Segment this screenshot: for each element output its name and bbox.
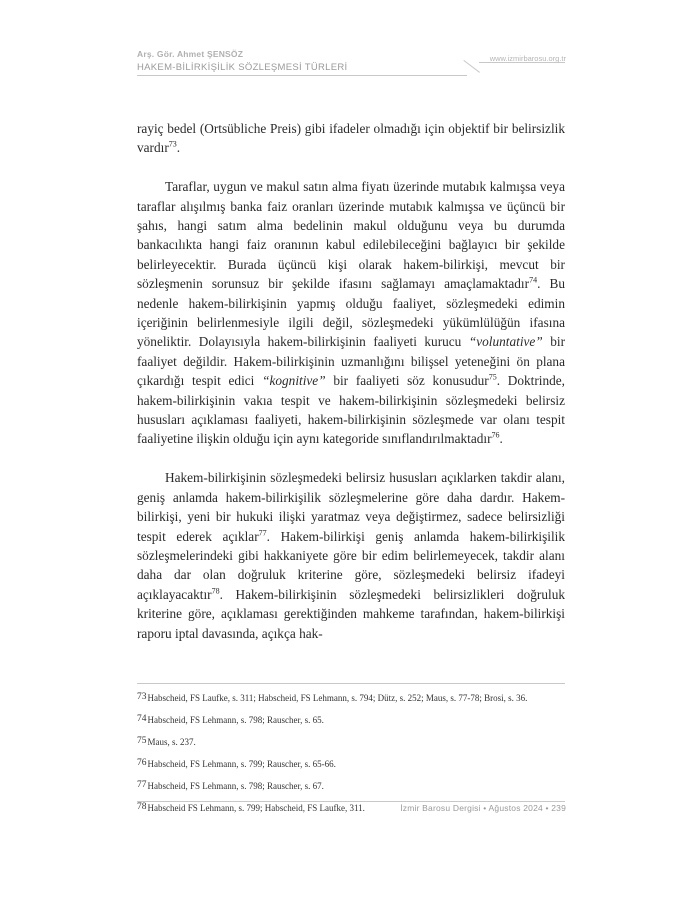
footnote-ref: 76 [491,431,500,441]
footnote-text: Habscheid, FS Lehmann, s. 799; Rauscher, s. 65-66. [147,759,336,769]
footnote-ref: 77 [258,528,267,538]
footnote-number: 76 [137,758,147,768]
paragraph-text: Taraflar, uygun ve makul satın alma fiyatı üzerinde mutabık kalmışsa veya taraflar alışılmış banka faiz oranları üzerinde mutabık kalmışsa ve üçüncü bir şahıs, hangi satım alma bedelinin makul olduğunu veya bu durumda bankacılıkta hangi faiz oranının kabul edilebileceğini bağlayıcı bir şekilde belirleyecektir. Burada üçüncü kişi olarak hakem-bilirkişi, mevcut bir sözleşmenin sorunsuz bir şekilde ifasını sağlamayı amaçlamaktadır [137,179,565,292]
header-divider [137,75,467,76]
paragraph-gap [137,158,565,177]
footnote-text: Habscheid, FS Lehmann, s. 798; Rauscher, s. 67. [147,781,324,791]
footnote-text: Maus, s. 237. [147,737,196,747]
footnote-number: 73 [137,692,147,702]
footnote [137,753,565,775]
paragraph-text: . Hakem-bilirkişi geniş anlamda hakem-bilirkişilik sözleşmelerindeki gibi hakkaniyete göre bir edim belirlemeyecek, takdir alanı daha dar olan doğruluk kriterine göre, sözleşmedeki belirsiz ifadeyi açıklayacaktır [137,528,565,602]
paragraph-gap [137,449,565,468]
paragraph-2 [137,177,565,449]
footnote [137,775,565,797]
footnote-ref: 78 [211,586,220,596]
paragraph-text: bir faaliyet değildir. Hakem-bilirkişinin uzmanlığını bilişsel yeteneğini ön plana çıkardığı tespit edici [137,334,565,389]
footnote-number: 77 [137,780,147,790]
footnote-ref: 75 [488,372,497,382]
paragraph-3 [137,468,565,643]
footnote-number: 78 [137,802,147,812]
footnote-ref: 73 [168,139,177,149]
footnote-divider [137,683,565,684]
italic-term: “voluntative” [468,334,543,350]
footnote-number: 75 [137,736,147,746]
paragraph-text: Hakem-bilirkişinin sözleşmedeki belirsiz hususları açıklarken takdir alanı, geniş anlamda hakem-bilirkişilik sözleşmelerine göre daha dardır. Hakem-bilirkişi, yeni bir hukuki ilişki yaratmaz veya değiştirmez, sadece belirsizliği tespit ederek açıklar [137,470,565,544]
header-title: HAKEM-BİLİRKİŞİLİK SÖZLEŞMESİ TÜRLERİ [137,62,348,73]
paragraph-1 [137,119,565,158]
footnote-text: Habscheid, FS Laufke, s. 311; Habscheid, FS Lehmann, s. 794; Dütz, s. 252; Maus, s. 77-78; Brosi, s. 36. [147,693,528,703]
footnotes [137,687,565,819]
footer-divider [137,801,565,802]
header-divider-slant [463,60,480,73]
footnote-text: Habscheid, FS Lehmann, s. 798; Rauscher, s. 65. [147,715,324,725]
footnote [137,687,565,709]
italic-term: “kognitive” [262,373,326,389]
paragraph-text: rayiç bedel (Ortsübliche Preis) gibi ifadeler olmadığı için objektif bir belirsizlik vardır [137,121,565,156]
paragraph-text: bir faaliyeti söz konusudur [325,373,489,389]
paragraph-text: . Hakem-bilirkişinin sözleşmedeki belirsizlikleri doğruluk kriterine göre, açıklaması gerektiğinden mahkeme tarafından, hakem-bilirkişi raporu iptal davasında, açıkça hak- [137,586,565,641]
footnote [137,731,565,753]
header-divider-right [479,62,565,63]
footnote [137,709,565,731]
footer-journal-page: İzmir Barosu Dergisi • Ağustos 2024 • 239 [400,803,566,813]
paragraph-text: . [499,431,503,447]
paragraph-text: . [176,140,181,156]
header-url: www.izmirbarosu.org.tr [489,54,566,63]
footnote-text: Habscheid FS Lehmann, s. 799; Habscheid, FS Laufke, 311. [147,803,365,813]
paragraph-text: . Doktrinde, hakem-bilirkişinin vakıa tespit ve hakem-bilirkişinin sözleşmedeki belirsiz hususları açıklaması faaliyeti, hakem-bilirkişinin sözleşmede var olanı tespit faaliyetine ilişkin olduğu için aynı kategoride sınıflandırılmaktadır [137,373,565,447]
header-author: Arş. Gör. Ahmet ŞENSÖZ [137,49,244,59]
footnote-number: 74 [137,714,147,724]
footnote-ref: 74 [529,275,538,285]
body-text [137,119,565,643]
paragraph-text: . Bu nedenle hakem-bilirkişinin yapmış olduğu faaliyet, sözleşmedeki edimin içeriğinin belirlenmesiyle ilgili değil, sözleşmedeki yükümlülüğün ifasına yöneliktir. Dolayısıyla hakem-bilirkişinin faaliyeti kurucu [137,276,565,350]
